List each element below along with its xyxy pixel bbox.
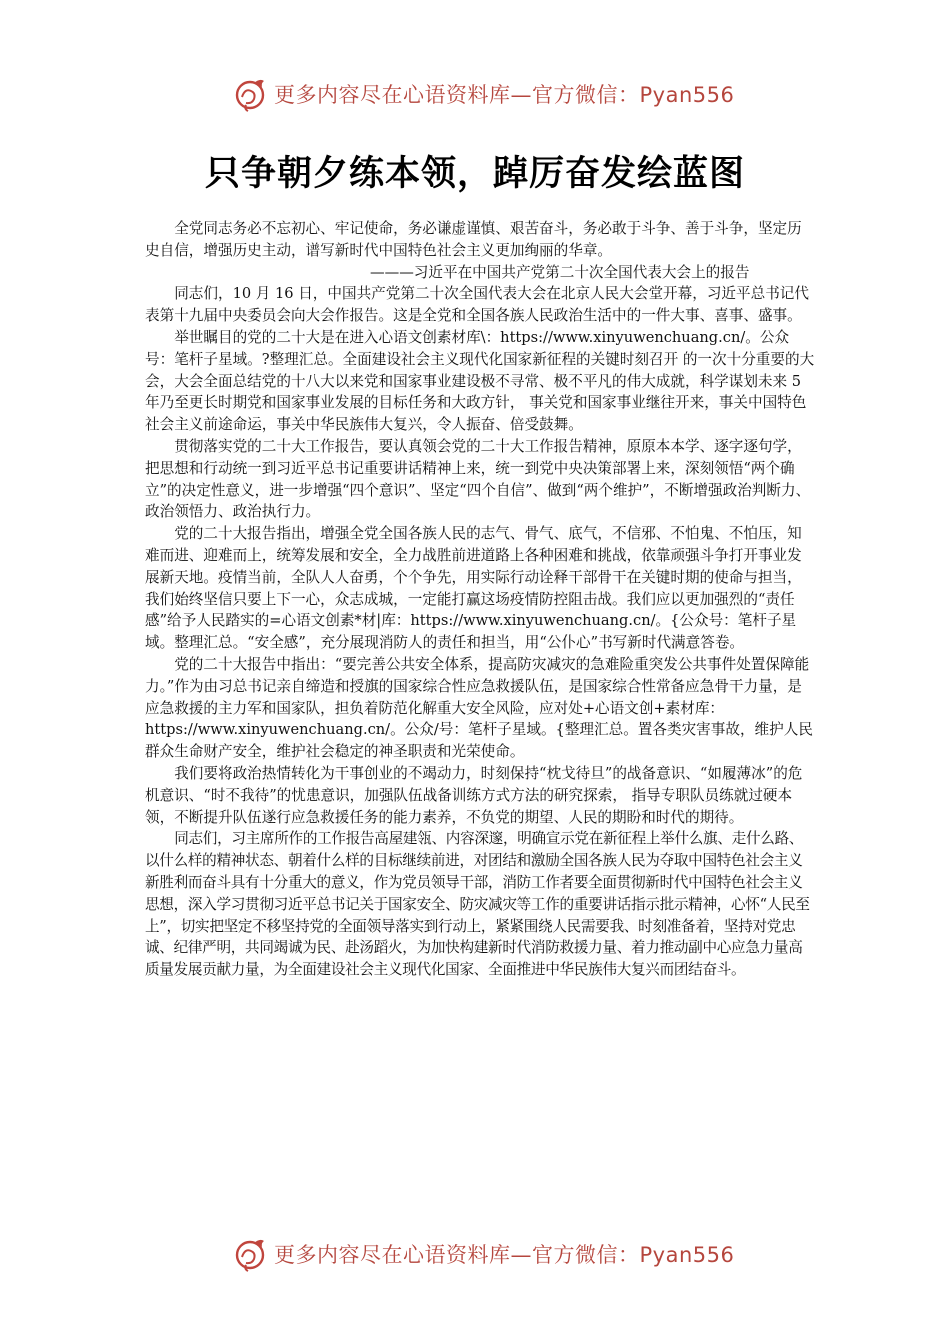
- document-title: 只争朝夕练本领，踔厉奋发绘蓝图: [204, 154, 745, 194]
- body-paragraph-4: 党的二十大报告指出，增强全党全国各族人民的志气、骨气、底气，不信邪、不怕鬼、不怕压，知难而进、迎难而上，统筹发展和安全，全力战胜前进道路上各种困难和挑战，依靠顽强斗争打开事业发展新天地。疫情当前，全队人人奋勇，个个争先，用实际行动诠释干部骨干在关键时期的使命与担当，我们始终坚信只要上下一心，众志成城，一定能打赢这场疫情防控阻击战。我们应以更加强烈的“责任感”给予人民踏实的=心语文创素*材|库：https://www.xinyuwenchuang.cn/。{公众号：笔杆子星域。整理汇总。“安全感”，充分展现消防人的责任和担当，用“公仆心”书写新时代满意答卷。: [145, 525, 802, 652]
- document-body: [145, 218, 815, 981]
- opening-quote: 全党同志务必不忘初心、牢记使命，务必谦虚谨慎、艰苦奋斗，务必敢于斗争、善于斗争，坚定历史自信，增强历史主动，谱写新时代中国特色社会主义更加绚丽的华章。: [145, 220, 802, 259]
- body-paragraph-5: 党的二十大报告中指出：“要完善公共安全体系，提高防灾减灾的急难险重突发公共事件处置保障能力。”作为由习总书记亲自缔造和授旗的国家综合性应急救援队伍，是国家综合性常备应急骨干力量，是应急救援的主力军和国家队，担负着防范化解重大安全风险，应对处+心语文创+素材库：https://www.xinyuwenchuang.cn/。公众/号：笔杆子星域。{整理汇总。置各类灾害事故，维护人民群众生命财产安全，维护社会稳定的神圣职责和光荣使命。: [145, 655, 813, 761]
- body-paragraph-3: 贯彻落实党的二十大工作报告，要认真领会党的二十大工作报告精神，原原本本学、逐字逐句学，把思想和行动统一到习近平总书记重要讲话精神上来，统一到党中央决策部署上来，深刻领悟“两个确立”的决定性意义，进一步增强“四个意识”、坚定“四个自信”、做到“两个维护”，不断增强政治判断力、政治领悟力、政治执行力。: [145, 437, 811, 521]
- banner-text: 更多内容尽在心语资料库—官方微信：Pyan556: [274, 83, 735, 107]
- body-paragraph-6: 我们要将政治热情转化为干事创业的不竭动力，时刻保持“枕戈待旦”的战备意识、“如履薄冰”的危机意识、“时不我待”的忧患意识，加强队伍战备训练方式方法的研究探索， 指导专职队员练就过硬本领，不断提升队伍遂行应急救援任务的能力素养，不负党的期望、人民的期盼和时代的期待。: [145, 764, 803, 826]
- body-paragraph-2: 举世瞩目的党的二十大是在进入心语文创素材库\：https://www.xinyuwenchuang.cn/。公众号：笔杆子星域。?整理汇总。全面建设社会主义现代化国家新征程的关键时刻召开 的一次十分重要的大会，大会全面总结党的十八大以来党和国家事业建设极不寻常、极不平凡的伟大成就，科学谋划未来 5 年乃至更长时期党和国家事业发展的目标任务和大政方针， 事关党和国家事业继往开来，事关中国特色社会主义前途命运，事关中华民族伟大复兴，令人振奋、倍受鼓舞。: [145, 328, 815, 434]
- banner-text: 更多内容尽在心语资料库—官方微信：Pyan556: [274, 1243, 735, 1267]
- header-banner: [232, 74, 752, 114]
- quote-source: ———习近平在中国共产党第二十次全国代表大会上的报告: [370, 263, 750, 281]
- footer-banner: [232, 1234, 752, 1274]
- brain-flame-logo-icon: [232, 75, 270, 113]
- body-paragraph-1: 同志们，10 月 16 日，中国共产党第二十次全国代表大会在北京人民大会堂开幕，习近平总书记代表第十九届中央委员会向大会作报告。这是全党和全国各族人民政治生活中的一件大事、喜事、盛事。: [145, 285, 809, 325]
- body-paragraph-7: 同志们，习主席所作的工作报告高屋建瓴、内容深邃，明确宣示党在新征程上举什么旗、走什么路、以什么样的精神状态、朝着什么样的目标继续前进，对团结和激励全国各族人民为夺取中国特色社会主义新胜利而奋斗具有十分重大的意义，作为党员领导干部，消防工作者要全面贯彻新时代中国特色社会主义思想，深入学习贯彻习近平总书记关于国家安全、防灾减灾等工作的重要讲话指示批示精神，心怀“人民至上”，切实把坚定不移坚持党的全面领导落实到行动上，紧紧围绕人民需要我、时刻准备着，坚持对党忠诚、纪律严明，共同竭诚为民、赴汤蹈火，为加快构建新时代消防救援力量、着力推动副中心应急力量高质量发展贡献力量，为全面建设社会主义现代化国家、全面推进中华民族伟大复兴而团结奋斗。: [145, 830, 810, 979]
- brain-flame-logo-icon: [232, 1235, 270, 1273]
